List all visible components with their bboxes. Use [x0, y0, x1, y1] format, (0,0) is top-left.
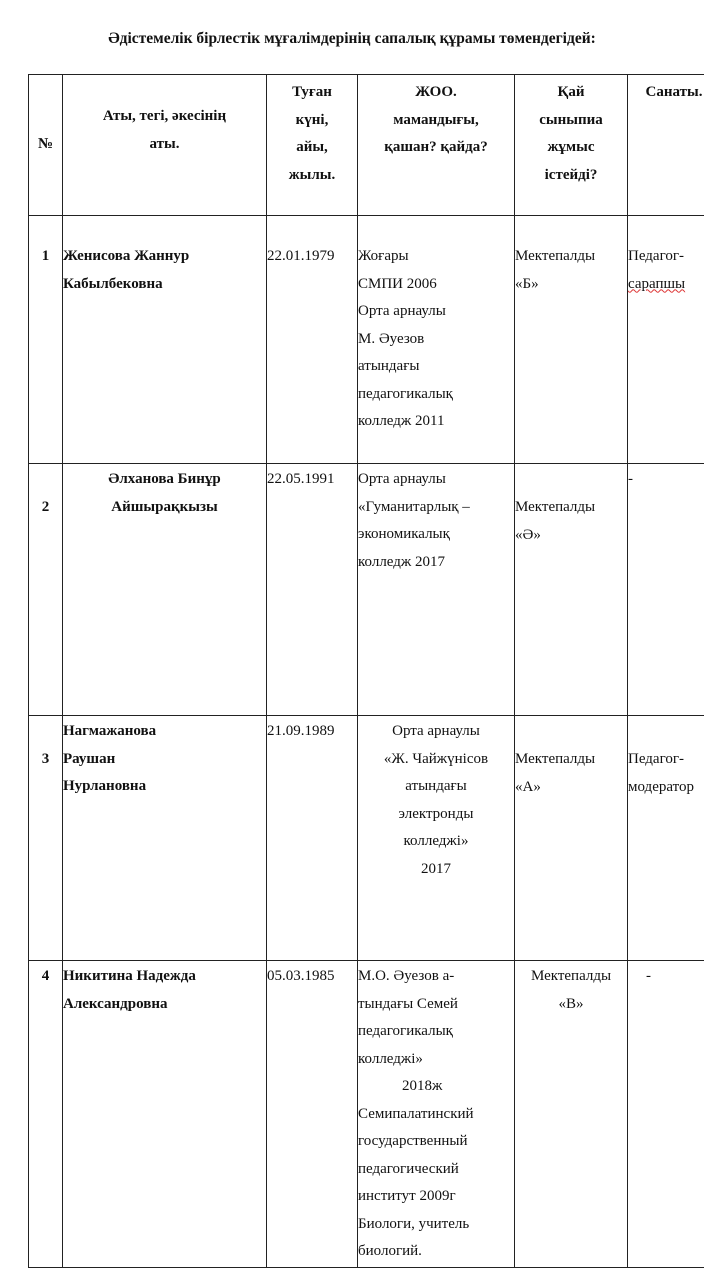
education-details — [358, 464, 515, 716]
education-line: «Ж. Чайжүнісов — [383, 750, 489, 767]
education-line: 2018ж — [402, 1078, 443, 1094]
name-line: Никитина Надежда — [63, 968, 196, 984]
education-line: электронды — [398, 805, 474, 822]
grade-line: «Ә» — [515, 526, 541, 543]
education-line: СМПИ 2006 — [358, 275, 437, 292]
header-text-line: Туған — [292, 84, 332, 100]
table-row — [29, 216, 704, 464]
teacher-name — [63, 961, 267, 1268]
grade-taught — [515, 464, 628, 716]
document-title: Әдістемелік бірлестік мұғалімдерінің сапалық құрамы төмендегідей: — [108, 30, 596, 47]
header-number-text: № — [37, 136, 54, 153]
name-line: Айшырақкызы — [111, 498, 218, 515]
category-line: Педагог- — [628, 751, 685, 767]
header-text-line: қашан? қайда? — [384, 139, 488, 155]
category — [628, 464, 704, 716]
header-text-line: істейді? — [544, 166, 598, 183]
category-line: Педагог- — [628, 248, 685, 264]
grade-line: Мектепалды — [530, 968, 612, 984]
category-line: - — [628, 471, 633, 487]
grade-line: «Б» — [515, 275, 539, 292]
category — [628, 716, 704, 961]
header-text-line: айы, — [296, 139, 328, 155]
education-line: 2017 — [421, 860, 451, 877]
header-text-line: аты. — [149, 135, 180, 152]
education-line: колледжі» — [358, 1050, 423, 1067]
education-line: педагогикалық — [358, 385, 453, 402]
name-line: Раушан — [63, 750, 116, 767]
header-grade — [515, 75, 628, 216]
education-line: Орта арнаулы — [358, 471, 446, 487]
header-text-line: Санаты. — [645, 84, 703, 100]
header-text-line: күні, — [295, 111, 329, 128]
education-line: Биологи, учитель — [358, 1215, 470, 1232]
education-line: педагогикалық — [358, 1023, 453, 1039]
name-line: Александровна — [63, 995, 168, 1012]
education-line: экономикалық — [358, 526, 450, 542]
education-line: атындағы — [405, 778, 467, 794]
header-number — [29, 75, 63, 216]
header-text-line: Аты, тегі, әкесінің — [102, 108, 227, 124]
teacher-name — [63, 716, 267, 961]
education-line: Семипалатинский — [358, 1105, 474, 1122]
header-education — [358, 75, 515, 216]
education-line: тындағы Семей — [358, 995, 458, 1012]
education-line: государственный — [358, 1133, 468, 1149]
category — [628, 961, 704, 1268]
education-line: колледжі» — [403, 833, 469, 849]
name-line: Женисова Жаннур — [63, 248, 190, 264]
education-line: М.О. Әуезов а- — [358, 968, 455, 984]
header-text-line: ЖОО. — [415, 84, 457, 100]
row-number: 3 — [29, 716, 63, 961]
row-number: 1 — [29, 216, 63, 464]
grade-line: Мектепалды — [515, 248, 596, 264]
birth-date: 21.09.1989 — [267, 716, 358, 961]
row-number: 2 — [29, 464, 63, 716]
header-text-line: сыныпиа — [539, 111, 603, 128]
header-birth-date — [267, 75, 358, 216]
teacher-name — [63, 464, 267, 716]
header-category — [628, 75, 704, 216]
education-line: атындағы — [358, 358, 420, 374]
header-text-line: мамандығы, — [393, 111, 479, 128]
grade-taught — [515, 716, 628, 961]
education-line: М. Әуезов — [358, 330, 425, 347]
header-text-line: жылы. — [288, 166, 336, 183]
education-line: колледж 2011 — [358, 413, 445, 429]
table-row — [29, 961, 704, 1268]
grade-taught — [515, 961, 628, 1268]
education-line: «Гуманитарлық – — [358, 498, 470, 515]
education-line: институт 2009г — [358, 1188, 456, 1204]
table-header-row — [29, 75, 704, 216]
name-line: Нагмажанова — [63, 723, 157, 739]
birth-date: 22.05.1991 — [267, 464, 358, 716]
header-full-name — [63, 75, 267, 216]
name-line: Әлханова Бинұр — [108, 471, 221, 487]
name-line: Нурлановна — [63, 778, 147, 794]
header-text-line: Қай — [557, 84, 585, 100]
table-row — [29, 464, 704, 716]
education-line: Орта арнаулы — [392, 723, 480, 739]
education-details — [358, 961, 515, 1268]
name-line: Кабылбековна — [63, 275, 163, 292]
education-line: Жоғары — [358, 248, 409, 264]
grade-line: «А» — [515, 778, 541, 795]
education-line: колледж 2017 — [358, 553, 446, 570]
category-line: - — [646, 968, 651, 984]
teacher-name — [63, 216, 267, 464]
grade-line: Мектепалды — [515, 751, 596, 767]
category-line: сарапшы — [628, 275, 686, 292]
teachers-table — [28, 74, 704, 1268]
birth-date: 05.03.1985 — [267, 961, 358, 1268]
birth-date: 22.01.1979 — [267, 216, 358, 464]
education-line: биологий. — [358, 1243, 422, 1259]
category — [628, 216, 704, 464]
education-details — [358, 716, 515, 961]
header-text-line: жұмыс — [547, 139, 595, 155]
table-row — [29, 716, 704, 961]
grade-line: «В» — [558, 995, 584, 1012]
grade-line: Мектепалды — [515, 499, 596, 515]
education-details — [358, 216, 515, 464]
category-line: модератор — [628, 778, 694, 795]
education-line: Орта арнаулы — [358, 303, 446, 319]
row-number: 4 — [29, 961, 63, 1268]
education-line: педагогический — [358, 1160, 459, 1177]
grade-taught — [515, 216, 628, 464]
